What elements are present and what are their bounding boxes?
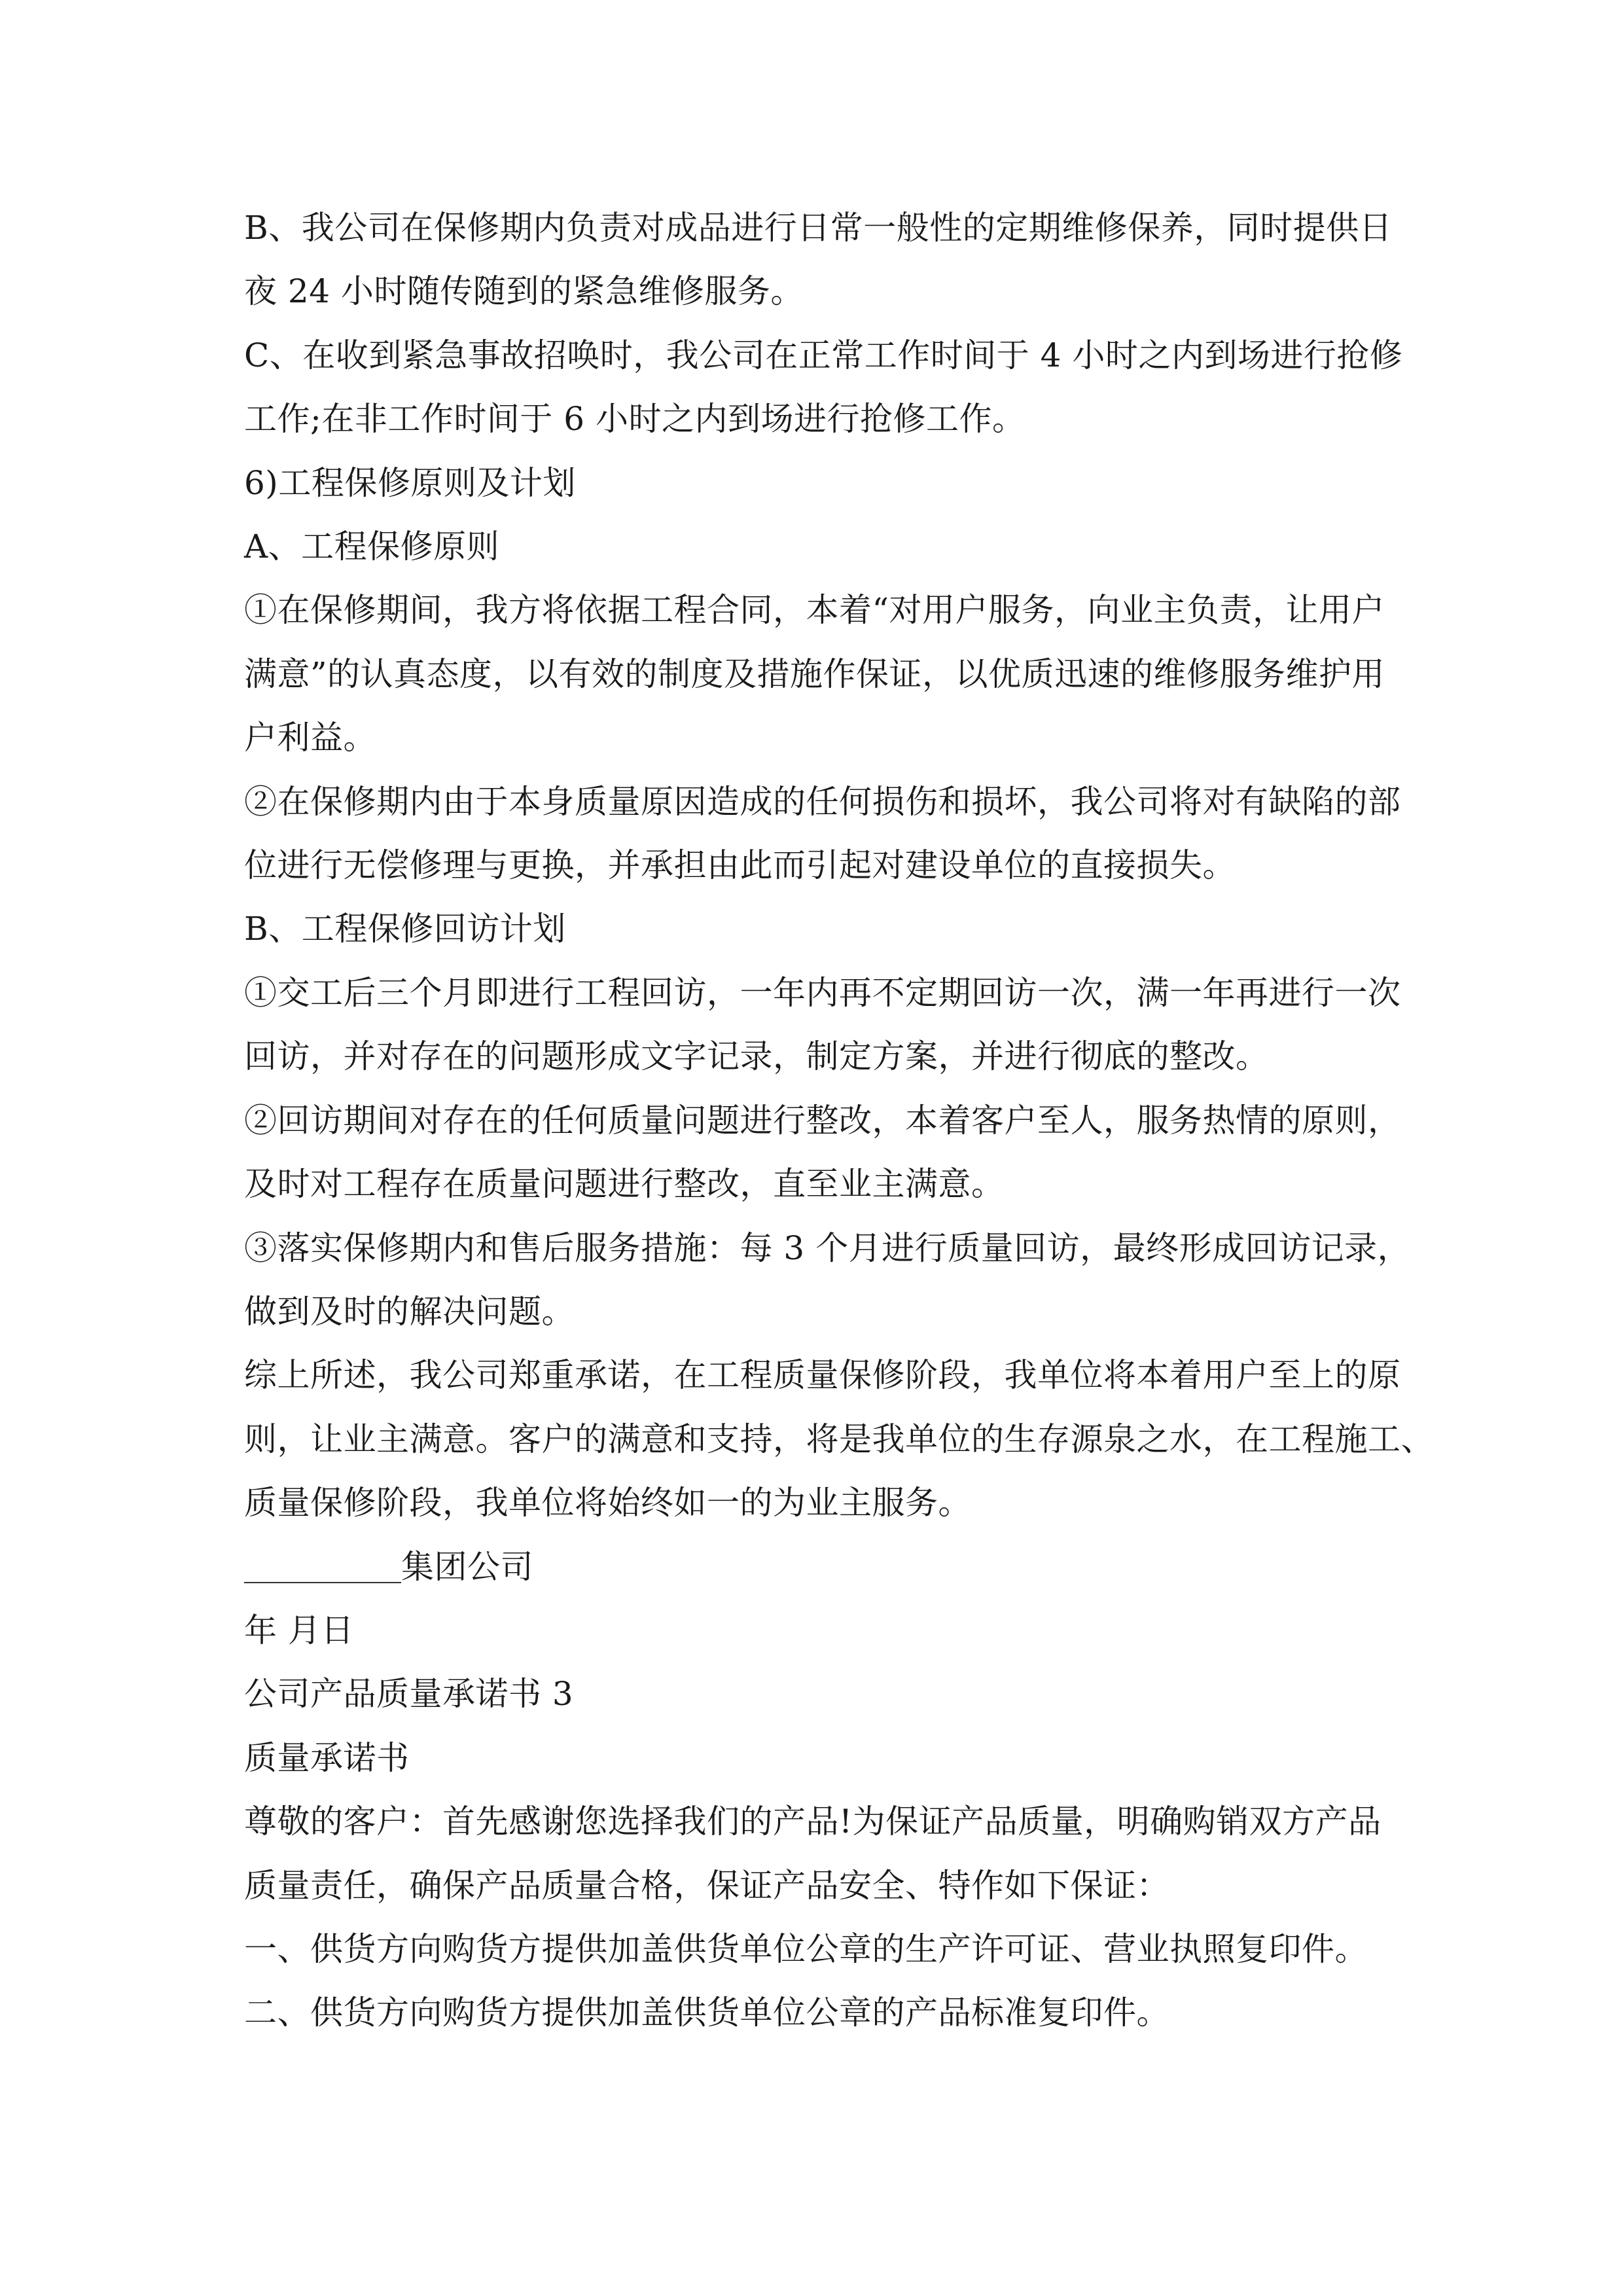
text-line: 工作;在非工作时间于 6 小时之内到场进行抢修工作。 [244,400,1026,439]
subsection-heading: A、工程保修原则 [244,528,500,566]
text-line: 户利益。 [244,719,376,757]
section-title: 公司产品质量承诺书 3 [244,1675,574,1713]
text-line: 尊敬的客户：首先感谢您选择我们的产品!为保证产品质量，明确购销双方产品 [244,1803,1382,1841]
text-line: ③落实保修期内和售后服务措施：每 3 个月进行质量回访，最终形成回访记录， [244,1229,1411,1267]
text-line: 及时对工程存在质量问题进行整改，直至业主满意。 [244,1165,1005,1204]
section-heading: 6)工程保修原则及计划 [244,463,576,502]
text-line: C、在收到紧急事故招唤时，我公司在正常工作时间于 4 小时之内到场进行抢修 [244,336,1403,374]
text-line: 二、供货方向购货方提供加盖供货单位公章的产品标准复印件。 [244,1994,1169,2032]
text-line: ②回访期间对存在的任何质量问题进行整改，本着客户至人，服务热情的原则， [244,1101,1401,1139]
text-line: 满意”的认真态度，以有效的制度及措施作保证，以优质迅速的维修服务维护用 [244,655,1385,693]
text-line: 位进行无偿修理与更换，并承担由此而引起对建设单位的直接损失。 [244,846,1236,885]
date-line: 年 月日 [244,1611,354,1649]
text-line: ①在保修期间，我方将依据工程合同，本着“对用户服务，向业主负责，让用户 [244,591,1385,630]
text-line: 综上所述，我公司郑重承诺，在工程质量保修阶段，我单位将本着用户至上的原 [244,1356,1401,1395]
signature-company: 集团公司 [401,1547,533,1586]
text-line: 一、供货方向购货方提供加盖供货单位公章的生产许可证、营业执照复印件。 [244,1929,1368,1968]
document-body [244,196,1434,2045]
text-line: ①交工后三个月即进行工程回访，一年内再不定期回访一次，满一年再进行一次 [244,973,1401,1012]
text-line: 做到及时的解决问题。 [244,1292,575,1331]
text-line: ②在保修期内由于本身质量原因造成的任何损伤和损坏，我公司将对有缺陷的部 [244,782,1401,821]
subsection-heading: B、工程保修回访计划 [244,910,566,948]
text-line: 夜 24 小时随传随到的紧急维修服务。 [244,272,804,311]
signature-blank [244,1549,401,1583]
text-line: 质量保修阶段，我单位将始终如一的为业主服务。 [244,1484,971,1522]
signature-line [244,1535,1396,1599]
text-line: 则，让业主满意。客户的满意和支持，将是我单位的生存源泉之水，在工程施工、 [244,1420,1434,1458]
text-line: 质量责任，确保产品质量合格，保证产品安全、特作如下保证： [244,1866,1169,1905]
text-line: 回访，并对存在的问题形成文字记录，制定方案，并进行彻底的整改。 [244,1037,1269,1076]
text-line: B、我公司在保修期内负责对成品进行日常一般性的定期维修保养，同时提供日 [244,209,1393,247]
document-subtitle: 质量承诺书 [244,1738,410,1777]
